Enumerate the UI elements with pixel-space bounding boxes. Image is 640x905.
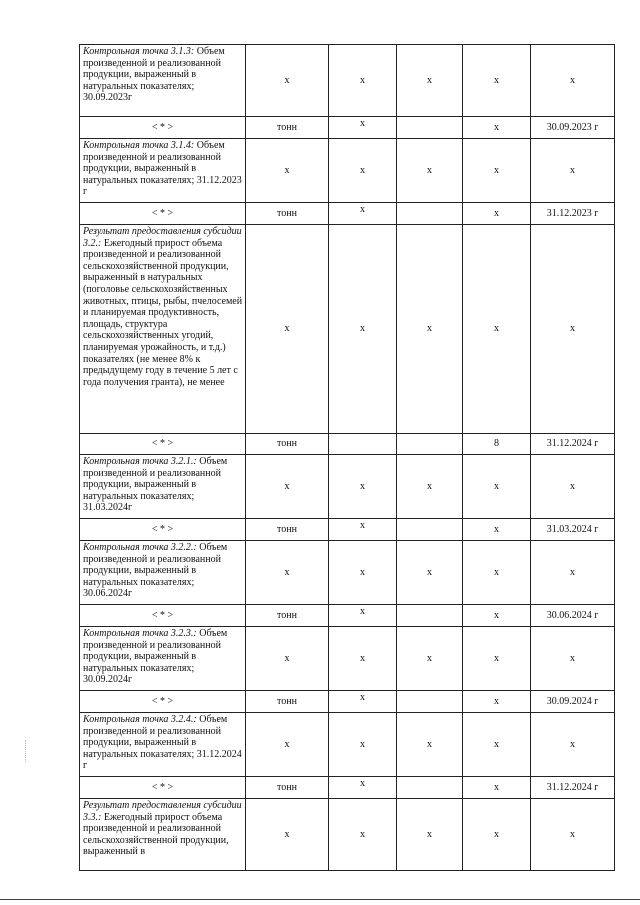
value-cell: x — [463, 45, 531, 117]
indicator-code-cell: < * > — [80, 777, 246, 799]
table-row — [80, 455, 615, 519]
table-subrow — [80, 605, 615, 627]
value-cell: x — [463, 455, 531, 519]
row-description-text: Объем произведенной и реализованной продукции, выраженный в натуральных показателях; 31.12.2023 г — [83, 140, 242, 198]
row-description-label: Контрольная точка 3.2.3.: — [83, 628, 197, 639]
row-description-label: Контрольная точка 3.1.3: — [83, 46, 195, 57]
value-cell: x — [463, 691, 531, 713]
value-cell: x — [463, 139, 531, 203]
value-cell: x — [463, 777, 531, 799]
table-row — [80, 799, 615, 871]
date-cell: 31.12.2023 г — [531, 203, 615, 225]
value-cell: x — [329, 455, 397, 519]
table-row — [80, 139, 615, 203]
date-cell: 31.12.2024 г — [531, 777, 615, 799]
value-cell: x — [463, 541, 531, 605]
row-description-text: Объем произведенной и реализованной продукции, выраженный в натуральных показателях; 30.06.2024г — [83, 542, 228, 600]
table-subrow — [80, 777, 615, 799]
unit-cell: тонн — [246, 434, 329, 455]
unit-cell: тонн — [246, 203, 329, 225]
value-cell: x — [329, 117, 397, 139]
value-cell: x — [329, 519, 397, 541]
row-description — [80, 713, 246, 777]
value-cell: x — [246, 541, 329, 605]
value-cell: x — [397, 627, 463, 691]
page-bottom-rule — [0, 899, 640, 900]
value-cell: x — [397, 713, 463, 777]
table-row — [80, 225, 615, 434]
date-cell: 30.09.2024 г — [531, 691, 615, 713]
indicator-code-cell: < * > — [80, 691, 246, 713]
value-cell: x — [463, 799, 531, 871]
value-cell: x — [531, 541, 615, 605]
value-cell — [329, 434, 397, 455]
row-description-text: Объем произведенной и реализованной продукции, выраженный в натуральных показателях; 30.09.2023г — [83, 46, 225, 104]
row-description-label: Результат предоставления субсидии 3.3.: — [83, 800, 242, 823]
value-cell: x — [329, 541, 397, 605]
row-description-text: Объем произведенной и реализованной продукции, выраженный в натуральных показателях; 30.09.2024г — [83, 628, 228, 686]
table-subrow — [80, 519, 615, 541]
value-cell: x — [397, 799, 463, 871]
row-description-text: Объем произведенной и реализованной продукции, выраженный в натуральных показателях; 31.03.2024г — [83, 456, 228, 514]
row-description — [80, 799, 246, 871]
row-description — [80, 45, 246, 117]
value-cell: x — [246, 225, 329, 434]
row-description-text: Ежегодный прирост объема произведенной и реализованной сельскохозяйственной продукции, выраженный в — [83, 811, 229, 858]
value-cell: x — [397, 45, 463, 117]
value-cell: x — [463, 519, 531, 541]
row-description — [80, 627, 246, 691]
value-cell: x — [329, 777, 397, 799]
row-description-label: Контрольная точка 3.2.2.: — [83, 542, 197, 553]
table-row — [80, 713, 615, 777]
unit-cell: тонн — [246, 605, 329, 627]
value-cell: x — [531, 455, 615, 519]
value-cell: x — [397, 139, 463, 203]
value-cell: x — [329, 225, 397, 434]
row-description — [80, 541, 246, 605]
value-cell: x — [531, 627, 615, 691]
unit-cell: тонн — [246, 777, 329, 799]
value-cell: x — [246, 139, 329, 203]
value-cell: x — [463, 117, 531, 139]
value-cell: x — [397, 455, 463, 519]
indicator-code-cell: < * > — [80, 519, 246, 541]
indicator-code-cell: < * > — [80, 203, 246, 225]
row-description — [80, 455, 246, 519]
table-row — [80, 45, 615, 117]
value-cell — [397, 691, 463, 713]
indicator-code-cell: < * > — [80, 117, 246, 139]
value-cell: x — [531, 45, 615, 117]
row-description-text: Ежегодный прирост объема произведенной и реализованной сельскохозяйственной продукции, выраженный в натуральных (поголовье сельскохозяйственных животных, птицы, рыбы, пчелосемей и планируемая продуктивность, площадь, структура сельскохозяйственных угодий, планируемая урожайность, и т.д.) показателях (не менее 8% к предыдущему году в течение 5 лет с года получения гранта), не менее — [83, 237, 243, 388]
row-description-label: Контрольная точка 3.2.4.: — [83, 714, 197, 725]
value-cell: x — [329, 691, 397, 713]
indicator-code-cell: < * > — [80, 434, 246, 455]
value-cell: x — [329, 203, 397, 225]
value-cell: 8 — [463, 434, 531, 455]
value-cell: x — [329, 45, 397, 117]
table-subrow — [80, 117, 615, 139]
value-cell: x — [329, 605, 397, 627]
row-description-label: Контрольная точка 3.2.1.: — [83, 456, 197, 467]
value-cell — [397, 117, 463, 139]
row-description-label: Контрольная точка 3.1.4: — [83, 140, 195, 151]
row-description-label: Результат предоставления субсидии 3.2.: — [83, 226, 242, 249]
value-cell: x — [463, 203, 531, 225]
table-row — [80, 627, 615, 691]
table-subrow — [80, 203, 615, 225]
row-description-text: Объем произведенной и реализованной продукции, выраженный в натуральных показателях; 31.12.2024 г — [83, 714, 242, 772]
value-cell: x — [531, 225, 615, 434]
date-cell: 31.03.2024 г — [531, 519, 615, 541]
value-cell — [397, 519, 463, 541]
value-cell: x — [246, 799, 329, 871]
table-subrow — [80, 434, 615, 455]
value-cell — [397, 203, 463, 225]
value-cell: x — [531, 799, 615, 871]
value-cell: x — [463, 605, 531, 627]
date-cell: 31.12.2024 г — [531, 434, 615, 455]
value-cell — [397, 777, 463, 799]
unit-cell: тонн — [246, 691, 329, 713]
value-cell: x — [463, 627, 531, 691]
value-cell: x — [463, 225, 531, 434]
table-subrow — [80, 691, 615, 713]
date-cell: 30.06.2024 г — [531, 605, 615, 627]
row-description — [80, 225, 246, 434]
value-cell: x — [329, 139, 397, 203]
results-table — [79, 44, 615, 871]
value-cell: x — [531, 713, 615, 777]
value-cell: x — [397, 541, 463, 605]
indicator-code-cell: < * > — [80, 605, 246, 627]
row-description — [80, 139, 246, 203]
value-cell: x — [329, 713, 397, 777]
unit-cell: тонн — [246, 117, 329, 139]
value-cell: x — [246, 713, 329, 777]
table-row — [80, 541, 615, 605]
value-cell: x — [463, 713, 531, 777]
date-cell: 30.09.2023 г — [531, 117, 615, 139]
value-cell: x — [329, 799, 397, 871]
value-cell: x — [246, 455, 329, 519]
value-cell — [397, 434, 463, 455]
value-cell: x — [246, 45, 329, 117]
margin-dots — [25, 740, 27, 762]
unit-cell: тонн — [246, 519, 329, 541]
value-cell — [397, 605, 463, 627]
results-table-body — [80, 45, 615, 871]
value-cell: x — [397, 225, 463, 434]
value-cell: x — [246, 627, 329, 691]
value-cell: x — [329, 627, 397, 691]
value-cell: x — [531, 139, 615, 203]
document-table-container — [79, 44, 599, 871]
